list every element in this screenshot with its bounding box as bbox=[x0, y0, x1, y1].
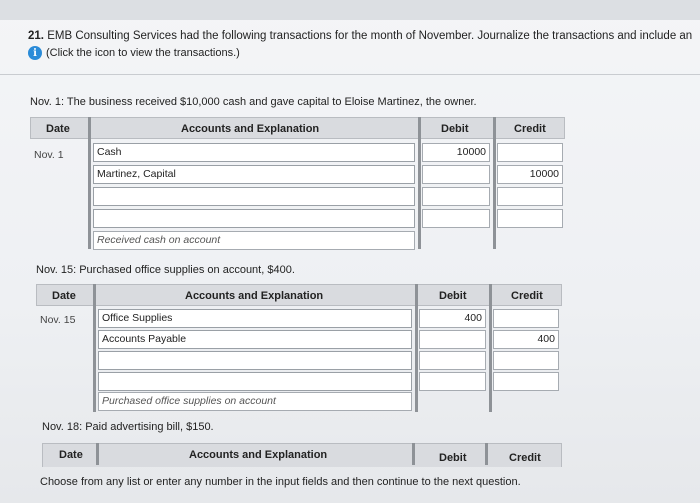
entry-prompt-nov18: Nov. 18: Paid advertising bill, $150. bbox=[42, 421, 214, 433]
debit-input[interactable] bbox=[422, 187, 490, 206]
account-select[interactable]: Cash bbox=[93, 143, 415, 162]
credit-input[interactable] bbox=[497, 143, 563, 162]
column-separator bbox=[412, 443, 415, 465]
header-date: Date bbox=[52, 290, 76, 302]
entry-date-nov1: Nov. 1 bbox=[34, 149, 64, 161]
debit-input[interactable]: 10000 bbox=[422, 143, 490, 162]
debit-input[interactable] bbox=[419, 330, 486, 349]
column-separator bbox=[88, 117, 91, 249]
question-body: EMB Consulting Services had the following transactions for the month of November. Journalize the transactions and include an bbox=[47, 30, 693, 42]
debit-input[interactable] bbox=[419, 372, 486, 391]
account-select[interactable] bbox=[93, 209, 415, 228]
account-select[interactable]: Martinez, Capital bbox=[93, 165, 415, 184]
header-date: Date bbox=[46, 123, 70, 135]
header-accounts: Accounts and Explanation bbox=[181, 123, 320, 135]
debit-input[interactable] bbox=[419, 351, 486, 370]
journal-header-nov18 bbox=[42, 443, 562, 467]
column-separator bbox=[96, 443, 99, 465]
column-separator bbox=[485, 443, 488, 465]
credit-input[interactable] bbox=[497, 187, 563, 206]
credit-input[interactable] bbox=[493, 351, 559, 370]
explanation-input[interactable]: Purchased office supplies on account bbox=[98, 392, 412, 411]
account-select[interactable] bbox=[93, 187, 415, 206]
header-date: Date bbox=[59, 449, 83, 461]
info-line bbox=[28, 46, 240, 60]
credit-input[interactable]: 400 bbox=[493, 330, 559, 349]
account-select[interactable] bbox=[98, 372, 412, 391]
account-select[interactable]: Office Supplies bbox=[98, 309, 412, 328]
explanation-input[interactable]: Received cash on account bbox=[93, 231, 415, 250]
top-bar bbox=[0, 0, 700, 20]
header-debit: Debit bbox=[441, 123, 469, 135]
question-number: 21. bbox=[28, 30, 44, 42]
column-separator bbox=[93, 284, 96, 412]
debit-input[interactable] bbox=[422, 165, 490, 184]
footer-instruction: Choose from any list or enter any number in the input fields and then continue to the next question. bbox=[40, 476, 521, 488]
journal-header-nov1 bbox=[30, 117, 565, 139]
entry-prompt-nov15: Nov. 15: Purchased office supplies on account, $400. bbox=[36, 264, 295, 276]
header-debit: Debit bbox=[439, 452, 467, 464]
header-credit: Credit bbox=[514, 123, 546, 135]
account-select[interactable] bbox=[98, 351, 412, 370]
info-icon[interactable]: i bbox=[28, 46, 42, 60]
info-text: (Click the icon to view the transactions.) bbox=[46, 47, 240, 59]
entry-date-nov15: Nov. 15 bbox=[40, 314, 76, 326]
divider bbox=[0, 74, 700, 75]
credit-input[interactable] bbox=[493, 309, 559, 328]
header-accounts: Accounts and Explanation bbox=[185, 290, 324, 302]
header-debit: Debit bbox=[439, 290, 467, 302]
debit-input[interactable] bbox=[422, 209, 490, 228]
header-accounts: Accounts and Explanation bbox=[189, 449, 328, 461]
column-separator bbox=[489, 284, 492, 412]
column-separator bbox=[415, 284, 418, 412]
credit-input[interactable] bbox=[497, 209, 563, 228]
column-separator bbox=[493, 117, 496, 249]
question-text bbox=[28, 30, 692, 42]
entry-prompt-nov1: Nov. 1: The business received $10,000 cash and gave capital to Eloise Martinez, the owner. bbox=[30, 96, 477, 108]
debit-input[interactable]: 400 bbox=[419, 309, 486, 328]
column-separator bbox=[418, 117, 421, 249]
header-credit: Credit bbox=[511, 290, 543, 302]
account-select[interactable]: Accounts Payable bbox=[98, 330, 412, 349]
credit-input[interactable] bbox=[493, 372, 559, 391]
credit-input[interactable]: 10000 bbox=[497, 165, 563, 184]
header-credit: Credit bbox=[509, 452, 541, 464]
journal-header-nov15 bbox=[36, 284, 562, 306]
